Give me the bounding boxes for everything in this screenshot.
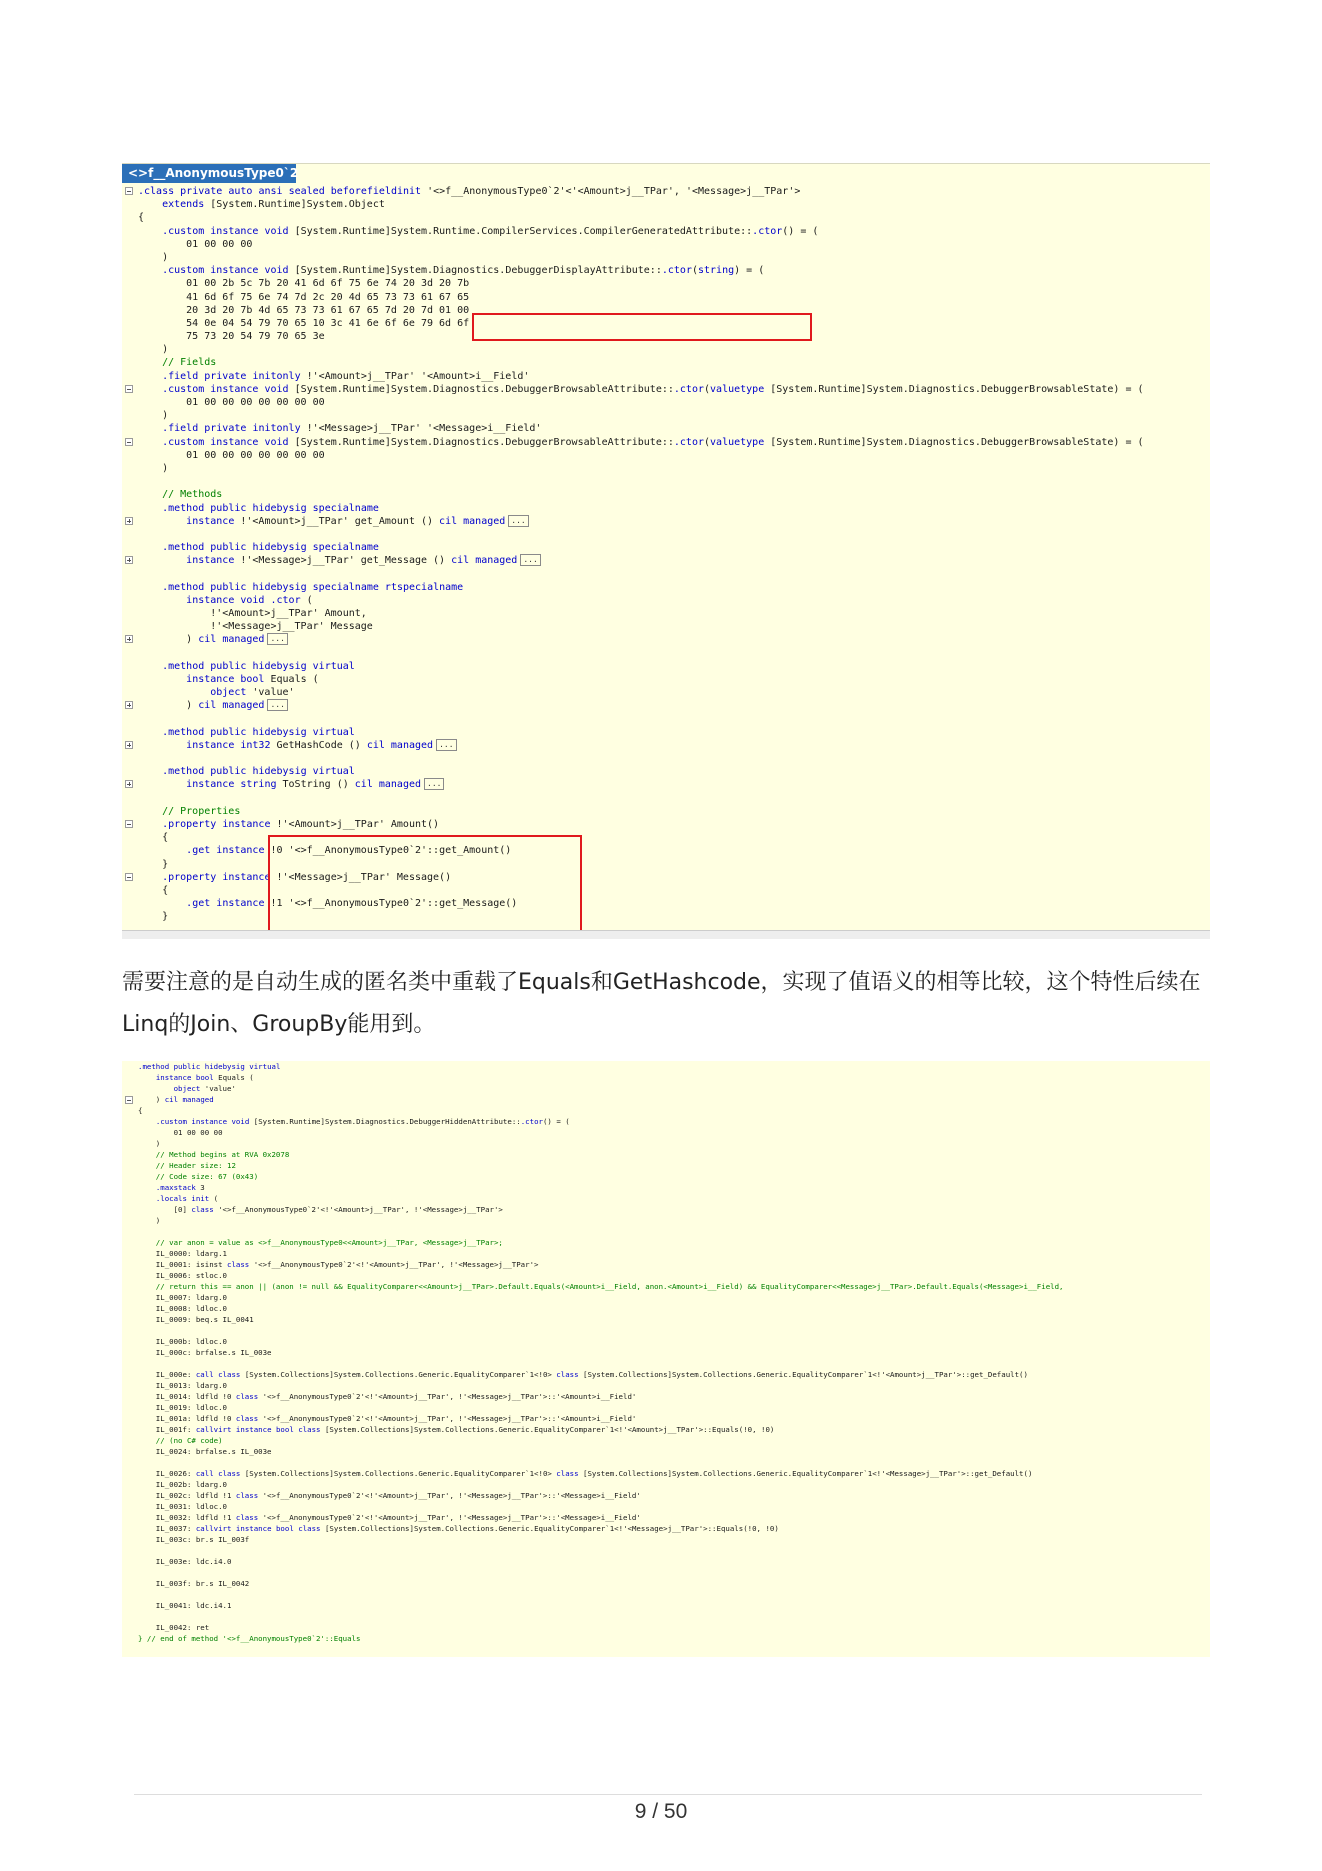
- code-line: [122, 1446, 1210, 1457]
- code-line-text: .method public hidebysig virtual: [162, 660, 355, 672]
- collapsed-block-ellipsis[interactable]: ...: [508, 515, 528, 527]
- code-line: [122, 1226, 1210, 1237]
- code-line-text: IL_003c: br.s IL_003f: [138, 1535, 250, 1544]
- expand-icon[interactable]: [125, 556, 133, 564]
- code-line: [122, 277, 1210, 290]
- code-line: [122, 528, 1210, 541]
- code-line: [122, 356, 1210, 369]
- code-line: [122, 1402, 1210, 1413]
- code-line: [122, 264, 1210, 277]
- code-line-text: IL_0032: ldfld !1 class '<>f__AnonymousType0`2'<!'<Amount>j__TPar', !'<Message>j__TPar'>::'<Message>i__Field': [138, 1513, 641, 1522]
- il-code-listing: [122, 185, 1210, 924]
- code-line: [122, 1435, 1210, 1446]
- code-line: [122, 713, 1210, 726]
- code-line: [122, 1622, 1210, 1633]
- code-line: [122, 488, 1210, 501]
- code-line: [122, 1149, 1210, 1160]
- code-line-text: IL_0009: beq.s IL_0041: [138, 1315, 254, 1324]
- code-line: [122, 515, 1210, 528]
- code-line: [122, 633, 1210, 646]
- code-line-text: .get instance !0 '<>f__AnonymousType0`2'::get_Amount(): [186, 845, 512, 857]
- code-line-text: {: [138, 212, 145, 224]
- code-line: [122, 660, 1210, 673]
- il-code-screenshot-equals: [122, 1061, 1210, 1657]
- code-line: [122, 1116, 1210, 1127]
- code-line-text: ): [138, 1139, 161, 1148]
- code-line: [122, 1424, 1210, 1435]
- code-line-text: IL_003f: br.s IL_0042: [138, 1579, 250, 1588]
- code-line: [122, 594, 1210, 607]
- collapsed-block-ellipsis[interactable]: ...: [520, 554, 540, 566]
- code-line: [122, 436, 1210, 449]
- code-line: [122, 1490, 1210, 1501]
- code-line-text: 01 00 2b 5c 7b 20 41 6d 6f 75 6e 74 20 3d 20 7b: [138, 278, 470, 290]
- code-line-text: .field private initonly !'<Amount>j__TPar' '<Amount>i__Field': [162, 370, 530, 382]
- code-line-text: .property instance !'<Amount>j__TPar' Amount(): [162, 819, 440, 830]
- code-line: [122, 1171, 1210, 1182]
- code-line-text: .method public hidebysig virtual: [162, 766, 355, 778]
- code-line: [122, 541, 1210, 554]
- code-line: [122, 1611, 1210, 1622]
- code-line: [122, 1413, 1210, 1424]
- code-line-text: 54 0e 04 54 79 70 65 10 3c 41 6e 6f 6e 79 6d 6f: [138, 317, 470, 329]
- code-line-text: IL_000c: brfalse.s IL_003e: [138, 1348, 272, 1357]
- code-line-text: IL_0007: ldarg.0: [138, 1293, 227, 1302]
- code-line-text: IL_000b: ldloc.0: [138, 1337, 227, 1346]
- code-line: [122, 1325, 1210, 1336]
- code-line: [122, 1457, 1210, 1468]
- code-line-text: // Fields: [138, 357, 217, 369]
- code-line: [122, 1204, 1210, 1215]
- code-line: [122, 1105, 1210, 1116]
- code-line-text: 01 00 00 00: [138, 1128, 223, 1137]
- code-line: [122, 1072, 1210, 1083]
- expand-icon[interactable]: [125, 517, 133, 525]
- code-line: [122, 225, 1210, 238]
- code-tab-title: <>f__AnonymousType0`2: [122, 164, 296, 183]
- code-line: [122, 1391, 1210, 1402]
- code-line: [122, 1259, 1210, 1270]
- code-line-text: {: [138, 832, 169, 844]
- code-line-text: IL_0031: ldloc.0: [138, 1502, 227, 1511]
- code-line: [122, 502, 1210, 515]
- code-line-text: .method public hidebysig specialname: [162, 542, 379, 554]
- code-line: [122, 1138, 1210, 1149]
- code-line: [122, 409, 1210, 422]
- code-line-text: ): [138, 1216, 161, 1225]
- code-line: [122, 1215, 1210, 1226]
- code-line-text: ) cil managed: [138, 700, 265, 712]
- code-line-text: IL_001f: callvirt instance bool class [System.Collections]System.Collections.Generic.EqualityComparer`1<!'<Amount>j__TPar'>::Equals(!0, !0): [138, 1425, 775, 1434]
- code-line-text: instance void .ctor (: [186, 594, 313, 606]
- code-line: [122, 449, 1210, 462]
- code-line: [122, 1600, 1210, 1611]
- code-line-text: // var anon = value as <>f__AnonymousType0<<Amount>j__TPar, <Message>j__TPar>;: [138, 1238, 503, 1247]
- code-line: [122, 1061, 1210, 1072]
- code-line-text: ): [138, 462, 169, 474]
- code-line-text: [0] class '<>f__AnonymousType0`2'<!'<Amount>j__TPar', !'<Message>j__TPar'>: [138, 1205, 503, 1214]
- code-line-text: .property instance !'<Message>j__TPar' Message(): [162, 871, 452, 883]
- code-line-text: IL_0006: stloc.0: [138, 1271, 227, 1280]
- code-line: [122, 198, 1210, 211]
- code-line: [122, 1336, 1210, 1347]
- code-line: [122, 1314, 1210, 1325]
- code-line-text: IL_000e: call class [System.Collections]System.Collections.Generic.EqualityComparer`1<!0> class [System.Collections]System.Collections.Generic.EqualityComparer`1<!'<Amount>j__TPar'>::get_Default(): [138, 1370, 1028, 1379]
- body-paragraph: 需要注意的是自动生成的匿名类中重载了Equals和GetHashcode，实现了值语义的相等比较，这个特性后续在Linq的Join、GroupBy能用到。: [122, 970, 1201, 1037]
- code-line: [122, 1512, 1210, 1523]
- code-line-text: IL_0000: ldarg.1: [138, 1249, 227, 1258]
- code-line-text: IL_0037: callvirt instance bool class [System.Collections]System.Collections.Generic.EqualityComparer`1<!'<Message>j__TPar'>::Equals(!0, !0): [138, 1524, 779, 1533]
- code-line: [122, 1358, 1210, 1369]
- code-line: [122, 607, 1210, 620]
- code-line-text: .method public hidebysig virtual: [162, 726, 355, 738]
- code-line-text: extends [System.Runtime]System.Object: [162, 199, 385, 211]
- code-line: [122, 383, 1210, 396]
- code-line-text: object 'value': [173, 1084, 236, 1093]
- code-line: [122, 251, 1210, 264]
- code-line-text: !'<Message>j__TPar' Message: [138, 621, 373, 633]
- code-line-text: ) cil managed: [138, 1095, 214, 1104]
- code-line: [122, 699, 1210, 712]
- collapse-icon[interactable]: [125, 385, 133, 393]
- code-line: [122, 462, 1210, 475]
- footer-divider: [134, 1794, 1202, 1795]
- code-line-text: .method public hidebysig specialname: [162, 502, 379, 514]
- code-line-text: .locals init (: [155, 1194, 219, 1203]
- code-line-text: !'<Amount>j__TPar' Amount,: [138, 608, 367, 619]
- code-line: [122, 554, 1210, 567]
- collapsed-block-ellipsis[interactable]: ...: [436, 739, 456, 751]
- code-line: [122, 647, 1210, 660]
- code-line: [122, 475, 1210, 488]
- code-line-text: 75 73 20 54 79 70 65 3e: [138, 331, 325, 343]
- code-line: [122, 422, 1210, 435]
- code-line: [122, 1281, 1210, 1292]
- code-line-text: // Method begins at RVA 0x2078: [138, 1150, 290, 1159]
- code-line-text: 01 00 00 00: [138, 238, 253, 250]
- code-line-text: ): [138, 410, 169, 422]
- expand-icon[interactable]: [125, 701, 133, 709]
- code-line: [122, 1248, 1210, 1259]
- code-line: [122, 1523, 1210, 1534]
- code-line: [122, 1237, 1210, 1248]
- code-line-text: instance !'<Amount>j__TPar' get_Amount () cil managed: [186, 515, 506, 527]
- highlight-box-properties: [268, 835, 582, 935]
- code-line-text: }: [138, 858, 169, 870]
- code-line-text: instance bool Equals (: [186, 673, 319, 685]
- code-line: [122, 343, 1210, 356]
- code-line: [122, 1369, 1210, 1380]
- code-line: [122, 1347, 1210, 1358]
- code-line: [122, 818, 1210, 831]
- code-line-text: } // end of method '<>f__AnonymousType0`2'::Equals: [138, 1634, 361, 1643]
- collapse-icon[interactable]: [125, 873, 133, 881]
- collapsed-block-ellipsis[interactable]: ...: [267, 699, 287, 711]
- code-line: [122, 1182, 1210, 1193]
- code-line-text: .maxstack 3: [155, 1183, 205, 1192]
- code-line-text: object 'value': [210, 687, 295, 699]
- code-line-text: // Properties: [138, 805, 241, 817]
- code-line-text: IL_0042: ret: [138, 1623, 210, 1632]
- code-line-text: .custom instance void [System.Runtime]System.Runtime.CompilerServices.CompilerGeneratedAttribute::.ctor() = (: [162, 225, 819, 237]
- code-line: [122, 1193, 1210, 1204]
- il-code-listing-equals: [122, 1061, 1210, 1644]
- code-line-text: instance string ToString () cil managed: [186, 779, 422, 791]
- code-line-text: IL_0024: brfalse.s IL_003e: [138, 1447, 272, 1456]
- code-line: [122, 1270, 1210, 1281]
- code-line: [122, 739, 1210, 752]
- code-line-text: IL_002b: ldarg.0: [138, 1480, 227, 1489]
- code-line-text: .custom instance void [System.Runtime]System.Diagnostics.DebuggerBrowsableAttribute::.ctor(valuetype [System.Runtime]System.Diagnostics.DebuggerBrowsableState) = (: [162, 383, 1144, 395]
- code-line-text: IL_0014: ldfld !0 class '<>f__AnonymousType0`2'<!'<Amount>j__TPar', !'<Message>j__TPar'>::'<Amount>i__Field': [138, 1392, 637, 1401]
- code-line: [122, 1292, 1210, 1303]
- expand-icon[interactable]: [125, 635, 133, 643]
- code-line: [122, 211, 1210, 224]
- code-line: [122, 752, 1210, 765]
- code-line: [122, 1127, 1210, 1138]
- collapse-icon[interactable]: [125, 438, 133, 446]
- code-line: [122, 1479, 1210, 1490]
- code-line: [122, 238, 1210, 251]
- expand-icon[interactable]: [125, 741, 133, 749]
- code-line: [122, 1545, 1210, 1556]
- code-line-text: // Header size: 12: [138, 1161, 236, 1170]
- code-line-text: IL_003e: ldc.i4.0: [138, 1557, 232, 1566]
- collapse-icon[interactable]: [125, 1096, 133, 1104]
- code-line-text: 20 3d 20 7b 4d 65 73 73 61 67 65 7d 20 7d 01 00: [138, 304, 470, 316]
- code-line: [122, 1578, 1210, 1589]
- code-line: [122, 1589, 1210, 1600]
- il-code-screenshot-class: [122, 163, 1210, 939]
- expand-icon[interactable]: [125, 780, 133, 788]
- code-line-text: IL_0019: ldloc.0: [138, 1403, 227, 1412]
- code-line-text: ): [138, 251, 169, 263]
- code-line: [122, 805, 1210, 818]
- code-line-text: }: [138, 911, 169, 923]
- code-line-text: 41 6d 6f 75 6e 74 7d 2c 20 4d 65 73 73 61 67 65: [138, 291, 470, 303]
- code-line-text: 01 00 00 00 00 00 00 00: [138, 397, 325, 408]
- code-line-text: .field private initonly !'<Message>j__TPar' '<Message>i__Field': [162, 423, 542, 435]
- code-line: [122, 765, 1210, 778]
- code-line: [122, 778, 1210, 791]
- code-line: [122, 291, 1210, 304]
- code-line-text: instance int32 GetHashCode () cil managed: [186, 739, 434, 751]
- code-line-text: IL_0013: ldarg.0: [138, 1381, 227, 1390]
- code-line: [122, 1501, 1210, 1512]
- code-line: [122, 1534, 1210, 1545]
- code-line: [122, 1468, 1210, 1479]
- code-line: [122, 185, 1210, 198]
- collapse-icon[interactable]: [125, 187, 133, 195]
- code-line-text: {: [138, 1106, 143, 1115]
- code-line-text: // return this == anon || (anon != null && EqualityComparer<<Amount>j__TPar>.Default.Equals(<Amount>i__Field, anon.<Amount>i__Field) && EqualityComparer<<Message>j__TPar>.Default.Equals(<Message>i__Field,: [138, 1282, 1064, 1291]
- code-line-text: IL_0026: call class [System.Collections]System.Collections.Generic.EqualityComparer`1<!0> class [System.Collections]System.Collections.Generic.EqualityComparer`1<!'<Message>j__TPar'>::get_Default(): [138, 1469, 1033, 1478]
- code-line: [122, 792, 1210, 805]
- code-line: [122, 673, 1210, 686]
- code-line-text: .custom instance void [System.Runtime]System.Diagnostics.DebuggerHiddenAttribute::.ctor() = (: [155, 1117, 570, 1126]
- code-line: [122, 581, 1210, 594]
- code-line: [122, 1160, 1210, 1171]
- code-line-text: IL_0001: isinst class '<>f__AnonymousType0`2'<!'<Amount>j__TPar', !'<Message>j__TPar'>: [138, 1260, 539, 1269]
- code-line: [122, 726, 1210, 739]
- code-line-text: IL_002c: ldfld !1 class '<>f__AnonymousType0`2'<!'<Amount>j__TPar', !'<Message>j__TPar'>::'<Message>i__Field': [138, 1491, 641, 1500]
- collapse-icon[interactable]: [125, 820, 133, 828]
- code-line-text: ): [138, 344, 169, 356]
- code-line: [122, 1094, 1210, 1105]
- editor-status-strip: [122, 930, 1210, 939]
- code-line: [122, 686, 1210, 699]
- code-line-text: ) cil managed: [138, 634, 265, 646]
- code-line-text: .get instance !1 '<>f__AnonymousType0`2'::get_Message(): [186, 898, 518, 910]
- code-line-text: // Methods: [138, 489, 223, 501]
- code-line-text: .custom instance void [System.Runtime]System.Diagnostics.DebuggerBrowsableAttribute::.ctor(valuetype [System.Runtime]System.Diagnostics.DebuggerBrowsableState) = (: [162, 436, 1144, 448]
- code-line-text: // (no C# code): [138, 1436, 223, 1445]
- code-line-text: .class private auto ansi sealed beforefieldinit '<>f__AnonymousType0`2'<'<Amount>j__TPar', '<Message>j__TPar'>: [138, 186, 801, 197]
- code-line: [122, 620, 1210, 633]
- code-line-text: .custom instance void [System.Runtime]System.Diagnostics.DebuggerDisplayAttribute::.ctor(string) = (: [162, 265, 765, 277]
- code-line-text: {: [138, 884, 169, 896]
- code-line: [122, 567, 1210, 580]
- collapsed-block-ellipsis[interactable]: ...: [267, 633, 287, 645]
- code-line: [122, 1303, 1210, 1314]
- code-line-text: .method public hidebysig virtual: [138, 1062, 281, 1071]
- highlight-box-generic-params: [472, 313, 812, 341]
- code-line: [122, 1380, 1210, 1391]
- code-line-text: .method public hidebysig specialname rtspecialname: [162, 581, 464, 593]
- code-line-text: instance bool Equals (: [155, 1073, 254, 1082]
- code-line: [122, 1556, 1210, 1567]
- collapsed-block-ellipsis[interactable]: ...: [424, 778, 444, 790]
- code-line-text: instance !'<Message>j__TPar' get_Message () cil managed: [186, 555, 518, 567]
- code-line: [122, 1083, 1210, 1094]
- code-line-text: IL_001a: ldfld !0 class '<>f__AnonymousType0`2'<!'<Amount>j__TPar', !'<Message>j__TPar'>::'<Amount>i__Field': [138, 1414, 637, 1423]
- page-number: 9 / 50: [634, 1800, 688, 1823]
- code-line: [122, 370, 1210, 383]
- code-line-text: IL_0041: ldc.i4.1: [138, 1601, 232, 1610]
- code-line-text: IL_0008: ldloc.0: [138, 1304, 227, 1313]
- code-line-text: // Code size: 67 (0x43): [138, 1172, 259, 1181]
- code-line: [122, 396, 1210, 409]
- code-line: [122, 1567, 1210, 1578]
- code-line: [122, 1633, 1210, 1644]
- code-line-text: 01 00 00 00 00 00 00 00: [138, 449, 325, 461]
